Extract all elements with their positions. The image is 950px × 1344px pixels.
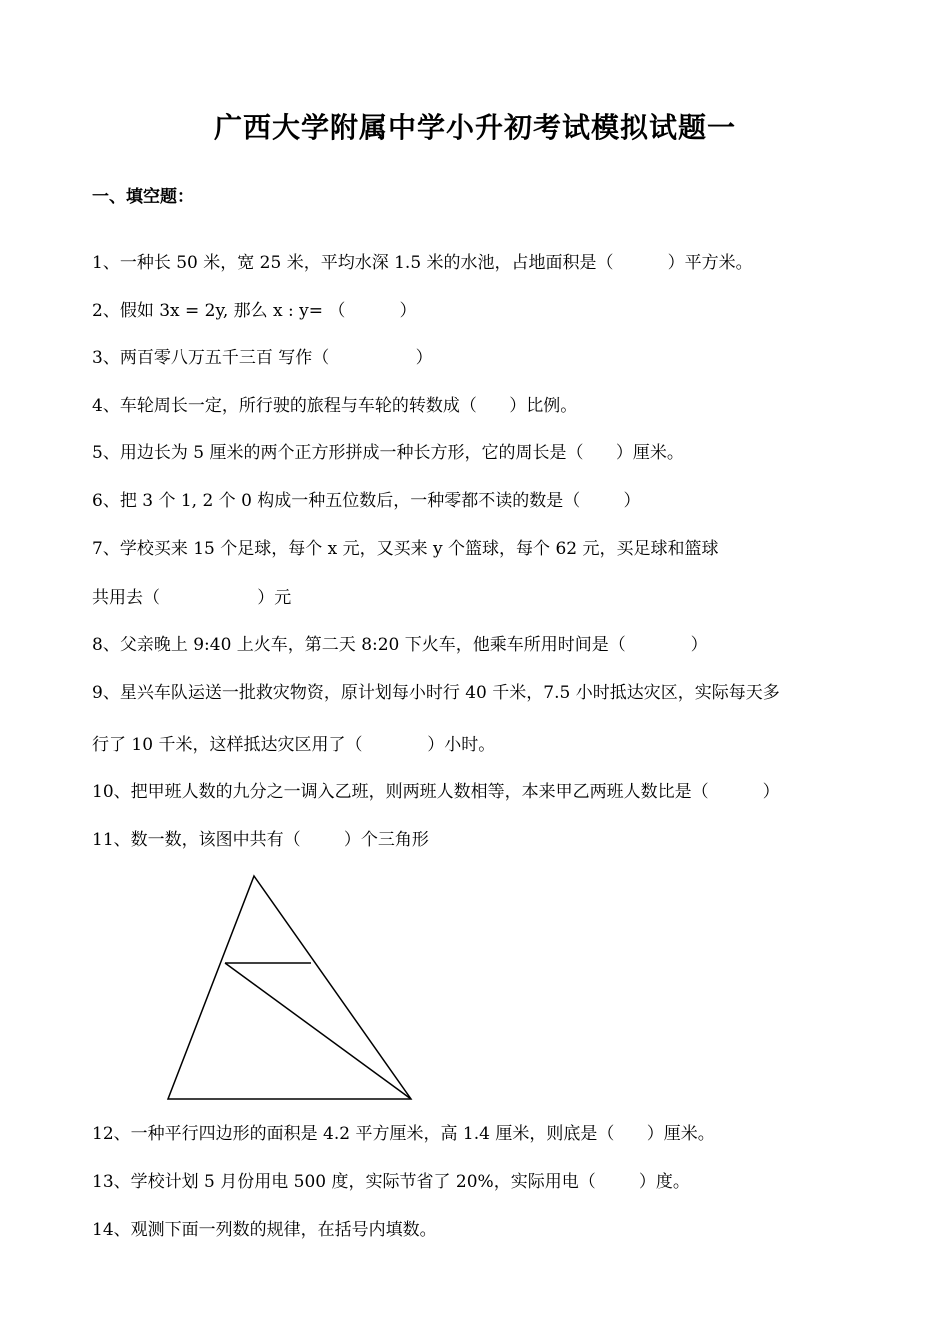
question-9-continued: 行了 10 千米，这样抵达灾区用了（ ）小时。 <box>92 735 496 755</box>
question-3: 3、两百零八万五千三百 写作（ ） <box>92 348 433 368</box>
section-heading-fill-blank: 一、填空题： <box>92 187 194 207</box>
question-4: 4、车轮周长一定，所行驶的旅程与车轮的转数成（ ）比例。 <box>92 396 578 416</box>
question-14: 14、观测下面一列数的规律，在括号内填数。 <box>92 1220 437 1240</box>
question-10: 10、把甲班人数的九分之一调入乙班，则两班人数相等，本来甲乙两班人数比是（ ） <box>92 782 780 802</box>
diagonal-segment <box>225 963 411 1099</box>
exam-title: 广西大学附属中学小升初考试模拟试题一 <box>213 111 736 144</box>
question-2: 2、假如 3x = 2y, 那么 x : y= （ ） <box>92 301 417 321</box>
question-12: 12、一种平行四边形的面积是 4.2 平方厘米，高 1.4 厘米，则底是（ ）厘米。 <box>92 1124 715 1144</box>
question-7: 7、学校买来 15 个足球，每个 x 元，又买来 y 个篮球，每个 62 元，买足球和篮球 <box>92 539 719 559</box>
question-5: 5、用边长为 5 厘米的两个正方形拼成一种长方形，它的周长是（ ）厘米。 <box>92 443 684 463</box>
question-11: 11、数一数，该图中共有（ ）个三角形 <box>92 830 429 850</box>
question-13: 13、学校计划 5 月份用电 500 度，实际节省了 20%，实际用电（ ）度。 <box>92 1172 690 1192</box>
outer-triangle <box>168 876 411 1099</box>
question-1: 1、一种长 50 米，宽 25 米，平均水深 1.5 米的水池，占地面积是（ ）平方米。 <box>92 253 753 273</box>
question-7-continued: 共用去（ ）元 <box>92 588 292 608</box>
triangle-figure <box>160 868 430 1108</box>
question-9: 9、星兴车队运送一批救灾物资，原计划每小时行 40 千米，7.5 小时抵达灾区，实际每天多 <box>92 683 780 703</box>
question-8: 8、父亲晚上 9:40 上火车，第二天 8:20 下火车，他乘车所用时间是（ ） <box>92 635 708 655</box>
question-6: 6、把 3 个 1, 2 个 0 构成一种五位数后，一种零都不读的数是（ ） <box>92 491 641 511</box>
